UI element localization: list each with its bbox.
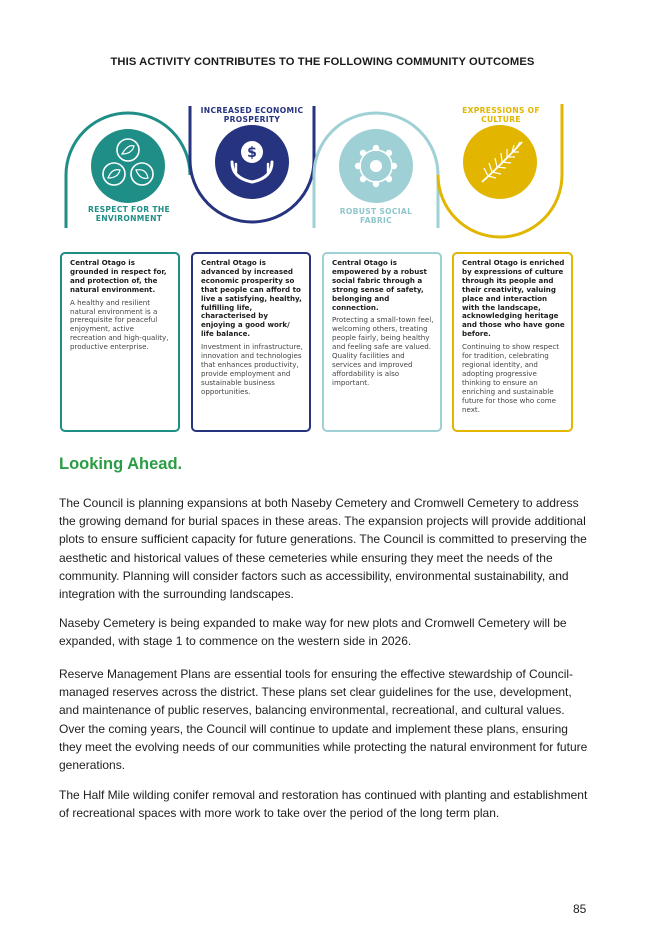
paragraph-half-mile: The Half Mile wilding conifer removal and restoration has continued with planting and establishment of recreational spaces with more work to take over the period of the long term plan.: [59, 788, 588, 821]
card-lead: Central Otago is advanced by increased economic prosperity so that people can afford to live a satisfying, healthy, fulfilling life, characterised by enjoying a good work/ life balance.: [201, 258, 302, 339]
community-icon: [339, 129, 413, 203]
outcome-label-environment: RESPECT FOR THE ENVIRONMENT: [87, 205, 170, 223]
dollar-hands-icon: [215, 125, 289, 199]
outcome-card-social: [322, 252, 442, 432]
card-body: A healthy and resilient natural environment is a prerequisite for peaceful enjoyment, active recreation and high-quality, productive enterprise.: [70, 297, 169, 352]
section-title: Looking Ahead.: [59, 455, 183, 473]
outcome-label-culture: EXPRESSIONS OF CULTURE: [462, 106, 540, 124]
svg-text:$: $: [247, 145, 257, 161]
paragraph-reserve-plans: Reserve Management Plans are essential tools for ensuring the effective stewardship of Council-managed reserves across the district. These plans set clear guidelines for the use, development, and maintenance of public reserves, balancing environmental, recreational, and cultural values. Over the coming years, the Council will continue to update and implement these plans, ensuring they meet the evolving needs of our communities while protecting the natural environment for future generations.: [59, 667, 588, 773]
card-lead: Central Otago is empowered by a robust social fabric through a strong sense of safety, belonging and connection.: [332, 258, 427, 312]
card-body: Protecting a small-town feel, welcoming others, treating people fairly, being healthy and feeling safe are valued. Quality facilities and services and improved affordability is also important.: [332, 315, 434, 387]
outcome-card-economic: [191, 252, 311, 432]
paragraph-naseby-cromwell: Naseby Cemetery is being expanded to make way for new plots and Cromwell Cemetery will be expanded, with stage 1 to commence on the western side in 2026.: [59, 616, 567, 649]
outcome-label-social: ROBUST SOCIAL FABRIC: [339, 207, 413, 225]
card-body: Investment in infrastructure, innovation and technologies that enhances productivity, provide employment and sustainable business opportunities.: [201, 342, 303, 396]
fern-icon: [463, 125, 537, 199]
outcome-card-culture: [452, 252, 573, 432]
page-number: 85: [573, 902, 587, 916]
leaves-icon: [91, 129, 165, 203]
paragraph-cemeteries: The Council is planning expansions at both Naseby Cemetery and Cromwell Cemetery to address the growing demand for burial spaces in these areas. The expansion projects will provide additional plots to ensure sufficient capacity for future generations. The Council is committed to preserving the aesthetic and historical values of these cemeteries while ensuring they meet the needs of the community. Planning will consider factors such as accessibility, environmental sustainability, and integration with the surrounding landscapes.: [59, 496, 587, 602]
outcome-card-environment: [60, 252, 180, 432]
card-body: Continuing to show respect for tradition, celebrating regional identity, and adopting progressive thinking to ensure an enriching and sustainable future for those who come next.: [462, 342, 560, 414]
outcomes-heading: THIS ACTIVITY CONTRIBUTES TO THE FOLLOWING COMMUNITY OUTCOMES: [110, 56, 535, 68]
card-lead: Central Otago is grounded in respect for, and protection of, the natural environment.: [70, 258, 167, 294]
card-lead: Central Otago is enriched by expressions of culture through its people and their creativity, valuing place and interaction with the landscape, acknowledging heritage and those who have gone before.: [462, 258, 565, 339]
outcome-label-economic: INCREASED ECONOMIC PROSPERITY: [200, 106, 304, 124]
